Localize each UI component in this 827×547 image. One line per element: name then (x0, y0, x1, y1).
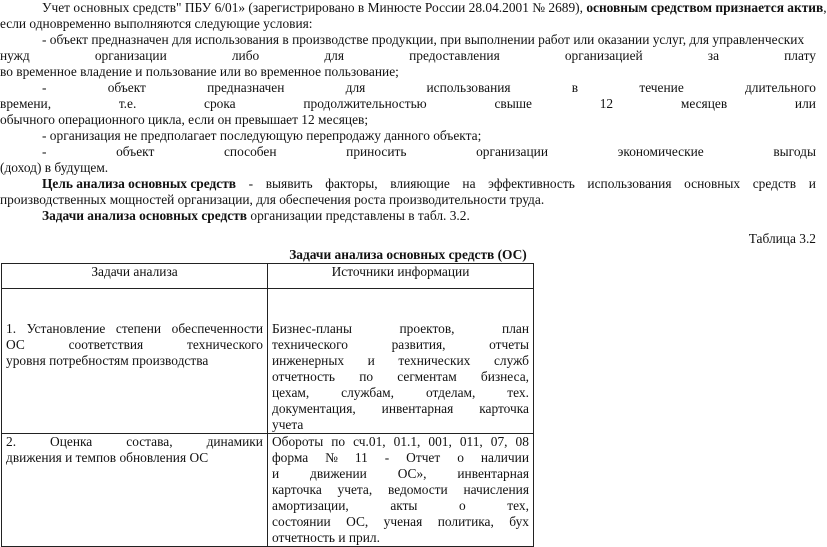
cell-line: инженерных и технических служб (272, 353, 529, 368)
cell-line: состоянии ОС, ученая политика, бух (272, 514, 529, 529)
para3-text: организации представлены в табл. 3.2. (247, 208, 470, 223)
cell-line: отчетность и прил. (272, 530, 380, 545)
cell-line: и движении ОС», инвентарная (272, 466, 529, 481)
para1-line8: обычного операционного цикла, если он превышает 12 месяцев; (0, 112, 369, 127)
header-tasks: Задачи анализа (2, 264, 268, 289)
cell-line: учета (272, 417, 304, 432)
cell-line: форма № 11 - Отчет о наличии (272, 450, 529, 465)
table-header-row (2, 264, 534, 289)
table-number: Таблица 3.2 (748, 231, 816, 246)
cell-line: ОС соответствия технического (6, 337, 263, 352)
para1-line6: - объект предназначен для использования в течение длительного (42, 80, 816, 95)
para3-line1 (42, 208, 816, 224)
cell-line: технического развития, отчеты (272, 337, 529, 352)
para2-line2: производственных мощностей организации, для обеспечения роста производительности труда. (0, 192, 545, 207)
source-cell (268, 289, 534, 434)
para2-bold-goal: Цель анализа основных средств (42, 176, 237, 191)
para1-text-c: , (823, 0, 827, 15)
cell-line: карточка учета, ведомости начисления (272, 482, 529, 497)
source-cell (268, 434, 534, 547)
para1-line11: (доход) в будущем. (0, 160, 109, 175)
cell-line: цехам, службам, отделам, тех. (272, 385, 529, 400)
cell-line: движения и темпов обновления ОС (6, 450, 209, 465)
para1-line9: - организация не предполагает последующую перепродажу данного объекта; (42, 128, 482, 143)
para1-line10: - объект способен приносить организации экономические выгоды (42, 144, 816, 159)
table-row (2, 434, 534, 547)
tasks-table (1, 263, 534, 547)
para2-line1: Цель анализа основных средств - выявить факторы, влияющие на эффективность использования основных средств и (42, 176, 816, 191)
para1-line3: - объект предназначен для использования в производстве продукции, при выполнении работ или оказании услуг, для управленческих (42, 32, 805, 47)
task-cell (2, 289, 268, 434)
para1-line5: во временное владение и пользование или во временное пользование; (0, 64, 399, 79)
table-row (2, 289, 534, 434)
para1-bold-asset: основным средством признается актив (586, 0, 824, 15)
cell-line: 1. Установление степени обеспеченности (6, 321, 263, 336)
cell-line: уровня потребностям производства (6, 353, 209, 368)
cell-line: амортизации, акты о тех, (272, 498, 529, 513)
cell-line: Бизнес-планы проектов, план (272, 321, 529, 336)
task-cell (2, 434, 268, 547)
para3-bold-tasks: Задачи анализа основных средств (42, 208, 248, 223)
para1-line1 (42, 0, 827, 16)
para1-line7: времени, т.е. срока продолжительностью свыше 12 месяцев или (0, 96, 816, 111)
para1-line4: нужд организации либо для предоставления организацией за плату (0, 48, 816, 63)
cell-line: отчетность по сегментам бизнеса, (272, 369, 529, 384)
header-sources: Источники информации (268, 264, 534, 289)
cell-line: 2. Оценка состава, динамики (6, 434, 263, 449)
para1-line2: если одновременно выполняются следующие условия: (0, 16, 313, 31)
cell-line: Обороты по сч.01, 01.1, 001, 011, 07, 08 (272, 434, 529, 449)
cell-line: документация, инвентарная карточка (272, 401, 529, 416)
table-title: Задачи анализа основных средств (ОС) (289, 247, 527, 262)
para1-text-a: Учет основных средств" ПБУ 6/01» (зарегистрировано в Минюсте России 28.04.2001 № 2689), (42, 0, 587, 15)
